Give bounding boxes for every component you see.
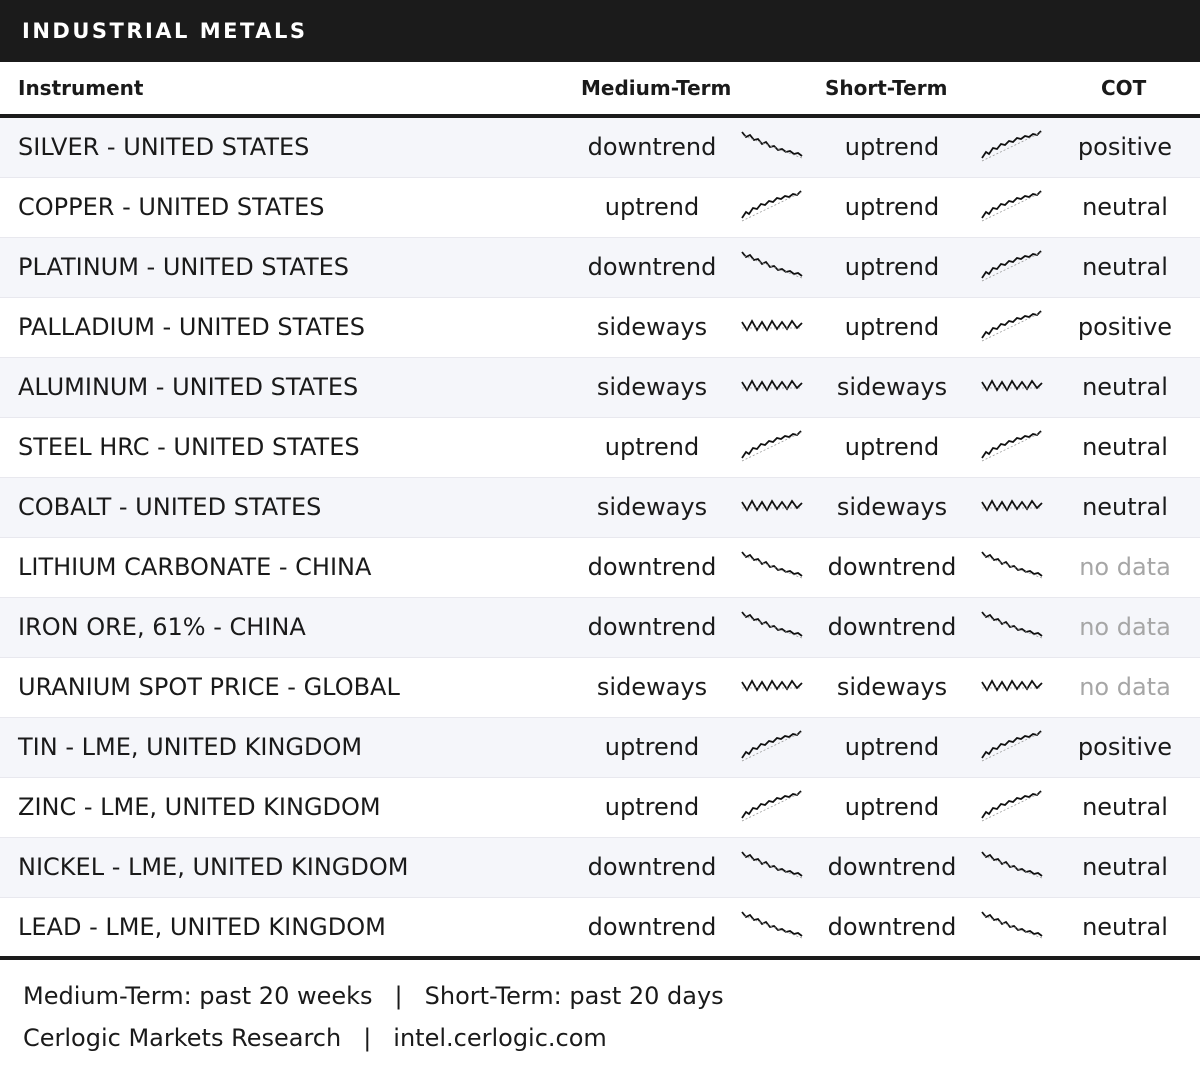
medium-term-sparkline-icon bbox=[740, 128, 804, 164]
footer-terms bbox=[23, 982, 724, 1010]
cot-signal: neutral bbox=[1082, 493, 1168, 521]
short-term-sparkline-icon bbox=[980, 428, 1044, 464]
instrument-name: LITHIUM CARBONATE - CHINA bbox=[18, 553, 372, 581]
medium-term-trend: uptrend bbox=[604, 433, 700, 461]
table-row bbox=[0, 478, 1200, 538]
short-term-trend: uptrend bbox=[844, 793, 940, 821]
medium-term-trend: downtrend bbox=[587, 553, 717, 581]
medium-term-sparkline-icon bbox=[740, 908, 804, 944]
table-row bbox=[0, 418, 1200, 478]
medium-term-trend: sideways bbox=[596, 493, 708, 521]
cot-signal: neutral bbox=[1082, 193, 1168, 221]
medium-term-sparkline-icon bbox=[740, 248, 804, 284]
instrument-name: TIN - LME, UNITED KINGDOM bbox=[18, 733, 363, 761]
cot-signal: neutral bbox=[1082, 913, 1168, 941]
table-row bbox=[0, 718, 1200, 778]
column-header-short-term: Short-Term bbox=[825, 76, 948, 100]
instrument-name: SILVER - UNITED STATES bbox=[18, 133, 310, 161]
medium-term-sparkline-icon bbox=[740, 188, 804, 224]
table-row bbox=[0, 178, 1200, 238]
table-row bbox=[0, 838, 1200, 898]
short-term-sparkline-icon bbox=[980, 188, 1044, 224]
medium-term-trend: sideways bbox=[596, 673, 708, 701]
cot-signal: neutral bbox=[1082, 793, 1168, 821]
short-term-trend: uptrend bbox=[844, 253, 940, 281]
footer-source bbox=[23, 1024, 607, 1052]
short-term-trend: downtrend bbox=[827, 613, 957, 641]
instrument-name: PLATINUM - UNITED STATES bbox=[18, 253, 350, 281]
short-term-sparkline-icon bbox=[980, 488, 1044, 524]
cot-signal: positive bbox=[1077, 733, 1173, 761]
cot-signal: positive bbox=[1077, 133, 1173, 161]
instrument-name: ZINC - LME, UNITED KINGDOM bbox=[18, 793, 381, 821]
medium-term-sparkline-icon bbox=[740, 788, 804, 824]
instrument-name: COPPER - UNITED STATES bbox=[18, 193, 325, 221]
short-term-trend: uptrend bbox=[844, 133, 940, 161]
medium-term-sparkline-icon bbox=[740, 668, 804, 704]
short-term-trend: downtrend bbox=[827, 853, 957, 881]
page-title: INDUSTRIAL METALS bbox=[0, 0, 1200, 62]
medium-term-trend: uptrend bbox=[604, 793, 700, 821]
table-row bbox=[0, 118, 1200, 178]
table-row bbox=[0, 358, 1200, 418]
separator: | bbox=[363, 1024, 372, 1052]
table-row bbox=[0, 238, 1200, 298]
medium-term-trend: downtrend bbox=[587, 253, 717, 281]
short-term-sparkline-icon bbox=[980, 548, 1044, 584]
medium-term-trend: uptrend bbox=[604, 193, 700, 221]
short-term-sparkline-icon bbox=[980, 608, 1044, 644]
short-term-sparkline-icon bbox=[980, 368, 1044, 404]
short-term-trend: uptrend bbox=[844, 313, 940, 341]
medium-term-sparkline-icon bbox=[740, 368, 804, 404]
column-header-medium-term: Medium-Term bbox=[581, 76, 732, 100]
cot-signal: no data bbox=[1079, 613, 1171, 641]
short-term-sparkline-icon bbox=[980, 668, 1044, 704]
instrument-name: NICKEL - LME, UNITED KINGDOM bbox=[18, 853, 409, 881]
short-term-sparkline-icon bbox=[980, 308, 1044, 344]
publisher-name: Cerlogic Markets Research bbox=[23, 1024, 342, 1052]
medium-term-trend: downtrend bbox=[587, 913, 717, 941]
medium-term-trend: downtrend bbox=[587, 853, 717, 881]
short-term-trend: sideways bbox=[836, 493, 948, 521]
table-row bbox=[0, 658, 1200, 718]
short-term-trend: downtrend bbox=[827, 913, 957, 941]
short-term-sparkline-icon bbox=[980, 728, 1044, 764]
medium-term-trend: downtrend bbox=[587, 133, 717, 161]
short-term-trend: sideways bbox=[836, 373, 948, 401]
column-header-cot: COT bbox=[1101, 76, 1147, 100]
instrument-name: IRON ORE, 61% - CHINA bbox=[18, 613, 306, 641]
short-term-trend: downtrend bbox=[827, 553, 957, 581]
short-term-note: Short-Term: past 20 days bbox=[424, 982, 724, 1010]
column-header-instrument: Instrument bbox=[18, 76, 144, 100]
table-row bbox=[0, 538, 1200, 598]
medium-term-trend: downtrend bbox=[587, 613, 717, 641]
medium-term-sparkline-icon bbox=[740, 728, 804, 764]
medium-term-trend: sideways bbox=[596, 313, 708, 341]
table-row bbox=[0, 598, 1200, 658]
cot-signal: positive bbox=[1077, 313, 1173, 341]
instrument-name: STEEL HRC - UNITED STATES bbox=[18, 433, 360, 461]
cot-signal: no data bbox=[1079, 553, 1171, 581]
website-link[interactable]: intel.cerlogic.com bbox=[393, 1024, 607, 1052]
instrument-name: URANIUM SPOT PRICE - GLOBAL bbox=[18, 673, 400, 701]
short-term-sparkline-icon bbox=[980, 788, 1044, 824]
medium-term-sparkline-icon bbox=[740, 308, 804, 344]
cot-signal: neutral bbox=[1082, 373, 1168, 401]
table-row bbox=[0, 298, 1200, 358]
short-term-trend: uptrend bbox=[844, 733, 940, 761]
instrument-name: LEAD - LME, UNITED KINGDOM bbox=[18, 913, 386, 941]
medium-term-sparkline-icon bbox=[740, 848, 804, 884]
instrument-table bbox=[0, 118, 1200, 960]
medium-term-sparkline-icon bbox=[740, 488, 804, 524]
cot-signal: neutral bbox=[1082, 433, 1168, 461]
instrument-name: ALUMINUM - UNITED STATES bbox=[18, 373, 359, 401]
table-row bbox=[0, 898, 1200, 960]
table-row bbox=[0, 778, 1200, 838]
short-term-trend: uptrend bbox=[844, 193, 940, 221]
instrument-name: PALLADIUM - UNITED STATES bbox=[18, 313, 365, 341]
cot-signal: neutral bbox=[1082, 253, 1168, 281]
short-term-sparkline-icon bbox=[980, 128, 1044, 164]
medium-term-sparkline-icon bbox=[740, 608, 804, 644]
medium-term-note: Medium-Term: past 20 weeks bbox=[23, 982, 373, 1010]
table-header bbox=[0, 62, 1200, 118]
medium-term-trend: sideways bbox=[596, 373, 708, 401]
short-term-sparkline-icon bbox=[980, 248, 1044, 284]
instrument-name: COBALT - UNITED STATES bbox=[18, 493, 322, 521]
cot-signal: no data bbox=[1079, 673, 1171, 701]
short-term-trend: sideways bbox=[836, 673, 948, 701]
cot-signal: neutral bbox=[1082, 853, 1168, 881]
separator: | bbox=[394, 982, 403, 1010]
short-term-trend: uptrend bbox=[844, 433, 940, 461]
short-term-sparkline-icon bbox=[980, 908, 1044, 944]
medium-term-trend: uptrend bbox=[604, 733, 700, 761]
medium-term-sparkline-icon bbox=[740, 548, 804, 584]
medium-term-sparkline-icon bbox=[740, 428, 804, 464]
short-term-sparkline-icon bbox=[980, 848, 1044, 884]
